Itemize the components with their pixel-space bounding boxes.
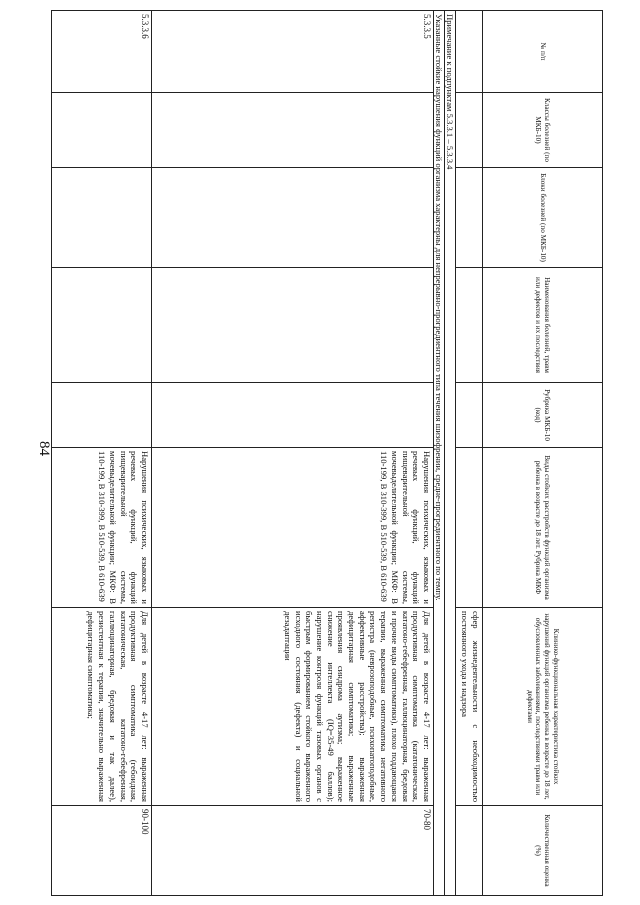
document-body — [51, 10, 603, 895]
functions-cell: Нарушения психических, языковых и речевых функций, функций пищеварительной системы, мочевыделительной функции; МКФ: В 110-199, В 310-399, В 510-539, В 610-639 — [52, 448, 152, 608]
section-title: Указанные стойкие нарушения функций организма характерны для непрерывно-прогредиентного типа течения шизофрении, средне-прогредиентного по темпу. — [434, 11, 445, 896]
clinical-cell: сфер жизнедеятельности с необходимостью постоянного ухода и надзора — [456, 608, 483, 806]
clinical-cell: Для детей в возрасте 4-17 лет: выраженная продуктивная симптоматика (гебоидная, кататоническая, кататоно-гебефренная, галлюцинаторная, бредовая и так далее), резистентная к терапии, значительно выраженная дефицитарная симптоматика; — [52, 608, 152, 806]
note-text: Примечание к подпунктам 5.3.3.1 – 5.3.3.4 — [445, 11, 456, 896]
header-disease-blocks: Блоки болезней (по МКБ-10) — [483, 168, 603, 268]
header-disease-classes: Классы болезней (по МКБ-10) — [483, 93, 603, 168]
table-header-row — [483, 11, 603, 896]
table-row — [52, 11, 152, 896]
header-number: № п/п — [483, 11, 603, 93]
functions-cell: Нарушения психических, языковых и речевых функций, функций пищеварительной системы, мочевыделительной функции; МКФ: В 110-199, В 310-399, В 510-539, В 610-639 — [152, 448, 434, 608]
section-title-row — [434, 11, 445, 896]
rotated-document — [60, 0, 640, 905]
clinical-cell: Для детей в возрасте 4-17 лет: выраженная продуктивная симптоматика (кататоническая, кататоно-гебефренная, галлюцинаторная, бредовая и прочие виды симптоматики), плохо поддающаяся терапии, выраженная симптоматика негативного регистра (неврозоподобные, психопатоподобные, аффективные расстройства); выраженная дефицитарная симптоматика; выраженные проявления синдрома аутизма; выраженное снижение интеллекта (IQ=35-49 баллов); нарушение контроля функций тазовых органов с быстрым формированием стойкого выраженного исходного состояния (дефекта) и социальной дезадаптации — [152, 608, 434, 806]
page-number: 84 — [36, 441, 52, 456]
note-row — [445, 11, 456, 896]
header-function-types: Виды стойких расстройств функций организма ребенка в возрасте до 18 лет. Рубрика МКФ — [483, 448, 603, 608]
row-number: 5.3.3.5 — [152, 11, 434, 93]
row-number: 5.3.3.6 — [52, 11, 152, 93]
table-row — [456, 11, 483, 896]
header-disease-names: Наименования болезней, травм или дефектов и их последствия — [483, 268, 603, 383]
score-cell: 70-80 — [152, 806, 434, 896]
table-row — [152, 11, 434, 896]
score-cell: 90-100 — [52, 806, 152, 896]
header-clinical-characteristic: Клинико-функциональная характеристика стойких нарушений функций организма ребенка в возрасте до 18 лет, обусловленных заболеваниями, последствиями травм или дефектами — [483, 608, 603, 806]
header-quantitative-score: Количественная оценка (%) — [483, 806, 603, 896]
disability-criteria-table — [51, 10, 603, 896]
header-icd-code: Рубрика МКБ-10 (код) — [483, 383, 603, 448]
